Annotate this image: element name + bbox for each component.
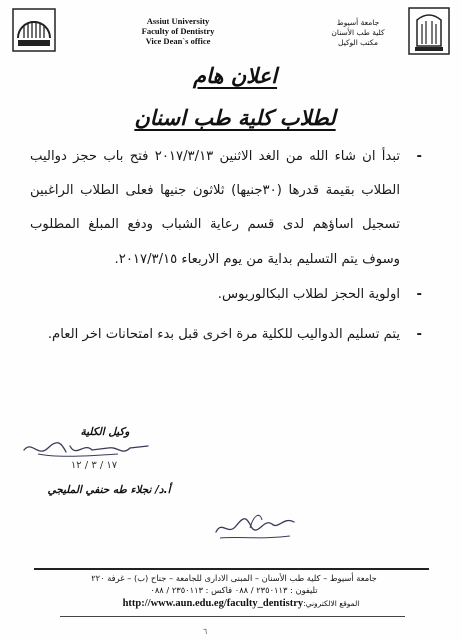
- letterhead: [8, 6, 453, 62]
- university-name-ar: جامعة أسيوط: [336, 18, 380, 27]
- footer-url-label: :الموقع الالكتروني: [303, 599, 360, 608]
- paragraph-return-text: يتم تسليم الدواليب للكلية مرة اخرى قبل بدء امتحانات اخر العام.: [47, 326, 400, 342]
- bullet-dash: -: [416, 326, 422, 342]
- paragraph-priority: [30, 279, 422, 311]
- paragraph-booking-text: تبدأ ان شاء الله من الغد الاثنين ٢٠١٧/٣/١٣ فتح باب حجز دواليب الطلاب بقيمة قدرها (٣٠جنيها) ثلاثون جنيها فعلى الطلاب الراغبين تسجيل اساؤهم لدى قسم رعاية الشباب ودفع المبلغ المطلوب وسوف يتم التسليم بداية من يوم الاربعاء ٢٠١٧/٣/١٥.: [30, 149, 400, 267]
- university-logo-icon: [12, 8, 56, 52]
- letterhead-english: [108, 16, 248, 46]
- office-name-ar: مكتب الوكيل: [338, 38, 378, 47]
- announcement-subtitle: لطلاب كلية طب اسنان: [134, 106, 336, 130]
- university-name-en: Assiut University: [146, 16, 210, 26]
- footer-address: جامعة أسيوط – كلية طب الأسنان – المبنى الادارى للجامعة – جناح (ب) – غرفة ٢٢٠: [91, 573, 377, 583]
- footer-address-block: [44, 572, 424, 596]
- paragraph-priority-text: اولوية الحجز لطلاب البكالوريوس.: [217, 286, 400, 302]
- footer-divider: [34, 568, 429, 570]
- paragraph-booking: [30, 140, 422, 277]
- footer-bottom-divider: [60, 616, 405, 617]
- footer-phone: تليفون : ٢٣٥٠١١٣ / ٠٨٨ فاكس : ٢٣٥٠١١٣ / ٠٨٨: [150, 585, 318, 595]
- faculty-logo-icon: [407, 6, 451, 56]
- bullet-dash: -: [416, 286, 422, 302]
- signature-date: ١٧ / ٣ / ١٢: [70, 460, 118, 471]
- signatory-title: وكيل الكلية: [80, 426, 130, 438]
- page-mark: ٦: [203, 627, 208, 636]
- announcement-body: [30, 140, 422, 353]
- faculty-name-ar: كلية طب الأسنان: [331, 28, 385, 37]
- footer-url[interactable]: http://www.aun.edu.eg/faculty_dentistry: [122, 598, 304, 609]
- announcement-title: اعلان هام: [192, 64, 278, 88]
- letterhead-arabic: [310, 18, 406, 48]
- handwritten-signature: [18, 436, 168, 480]
- faculty-name-en: Faculty of Dentistry: [141, 26, 215, 36]
- second-signature: [210, 506, 300, 546]
- office-name-en: Vice Dean`s office: [145, 36, 211, 46]
- footer-website: [76, 598, 406, 609]
- paragraph-return: [30, 317, 422, 353]
- signatory-name: أ.د/ نجلاء طه حنفي المليجي: [47, 484, 171, 496]
- bullet-dash: -: [416, 149, 422, 164]
